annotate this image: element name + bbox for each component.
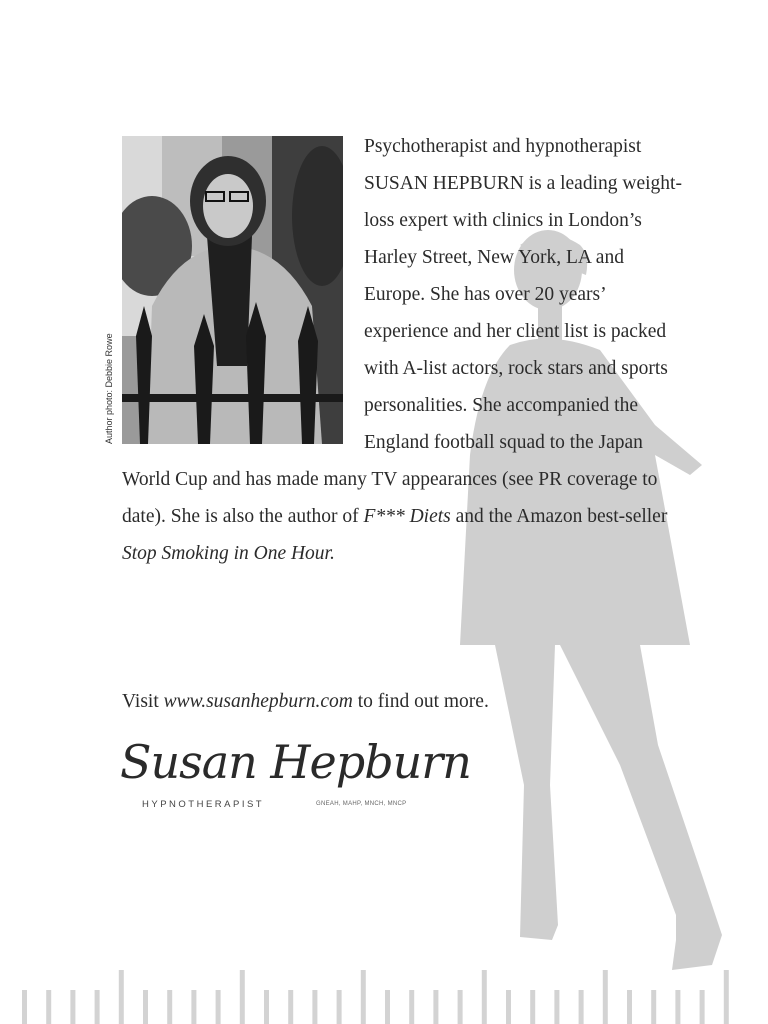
ruler-tick xyxy=(191,990,196,1024)
photo-credit: Author photo: Debbie Rowe xyxy=(104,333,114,444)
ruler-tick xyxy=(385,990,390,1024)
ruler-tick xyxy=(264,990,269,1024)
ruler-tick xyxy=(167,990,172,1024)
book-title-1: F*** Diets xyxy=(363,506,451,527)
ruler-tick xyxy=(603,970,608,1024)
ruler-tick xyxy=(675,990,680,1024)
ruler-tick xyxy=(579,990,584,1024)
ruler-tick xyxy=(627,990,632,1024)
ruler-ticks-decoration xyxy=(0,968,768,1024)
bio-text-2: and the Amazon best-seller xyxy=(450,506,668,527)
ruler-tick xyxy=(700,990,705,1024)
signature-name: Susan Hepburn xyxy=(120,735,471,789)
ruler-tick xyxy=(554,990,559,1024)
ruler-tick xyxy=(216,990,221,1024)
ruler-tick xyxy=(361,970,366,1024)
ruler-tick xyxy=(337,990,342,1024)
ruler-tick xyxy=(119,970,124,1024)
visit-prefix: Visit xyxy=(122,691,164,712)
website-link[interactable]: www.susanhepburn.com xyxy=(163,691,353,712)
signature-logo xyxy=(120,735,471,815)
ruler-tick xyxy=(724,970,729,1024)
ruler-tick xyxy=(458,990,463,1024)
ruler-tick xyxy=(95,990,100,1024)
ruler-tick xyxy=(143,990,148,1024)
ruler-tick xyxy=(651,990,656,1024)
visit-line xyxy=(122,683,682,720)
ruler-tick xyxy=(70,990,75,1024)
ruler-tick xyxy=(409,990,414,1024)
ruler-tick xyxy=(530,990,535,1024)
author-bio xyxy=(122,128,682,572)
ruler-tick xyxy=(240,970,245,1024)
ruler-tick xyxy=(288,990,293,1024)
ruler-tick xyxy=(312,990,317,1024)
ruler-tick xyxy=(46,990,51,1024)
bio-text-1: Psychotherapist and hypnotherapist SUSAN HEPBURN is a leading weight-loss expert with clinics in London’s Harley Street, New York, LA and Europe. She has over 20 years’ experience and her client list is packed with A-list actors, rock stars and sports personalities. She accompanied the England football squad to the Japan World Cup and has made many TV appearances (see PR coverage to date). She is also the author of xyxy=(122,136,682,527)
ruler-tick xyxy=(22,990,27,1024)
ruler-tick xyxy=(506,990,511,1024)
signature-title: HYPNOTHERAPIST xyxy=(142,799,265,810)
ruler-tick xyxy=(482,970,487,1024)
signature-credentials: GNEAH, MAHP, MNCH, MNCP xyxy=(316,801,407,807)
visit-suffix: to find out more. xyxy=(352,691,489,712)
book-title-2: Stop Smoking in One Hour. xyxy=(122,543,335,564)
ruler-tick xyxy=(433,990,438,1024)
